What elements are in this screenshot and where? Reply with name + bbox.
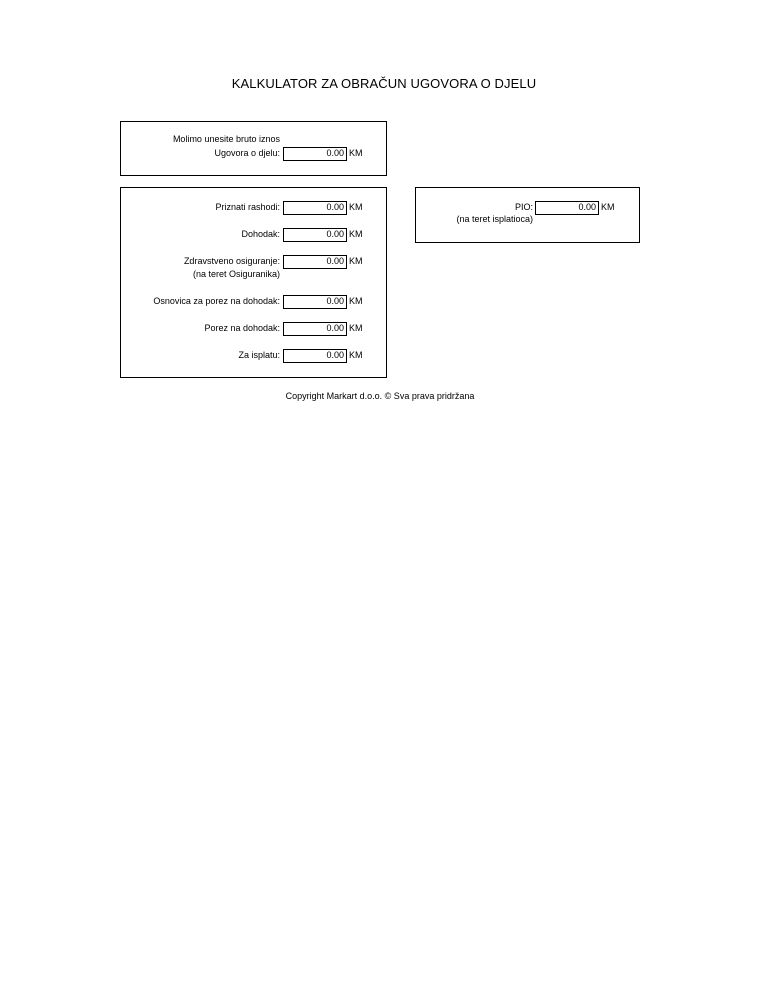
osnovica-label: Osnovica za porez na dohodak: — [153, 296, 280, 306]
zdravstveno-unit: KM — [349, 256, 363, 266]
za-isplatu-unit: KM — [349, 350, 363, 360]
page-title: KALKULATOR ZA OBRAČUN UGOVORA O DJELU — [231, 76, 537, 91]
priznati-rashodi-field: 0.00 — [283, 201, 347, 215]
bruto-unit: KM — [349, 148, 363, 158]
pio-label: PIO: — [514, 202, 533, 212]
priznati-rashodi-label: Priznati rashodi: — [215, 202, 280, 212]
copyright-text: Copyright Markart d.o.o. © Sva prava pridržana — [285, 391, 475, 401]
osnovica-unit: KM — [349, 296, 363, 306]
zdravstveno-field: 0.00 — [283, 255, 347, 269]
porez-label: Porez na dohodak: — [204, 323, 280, 333]
pio-field: 0.00 — [535, 201, 599, 215]
input-prompt-line2: Ugovora o djelu: — [214, 148, 280, 158]
porez-unit: KM — [349, 323, 363, 333]
priznati-rashodi-unit: KM — [349, 202, 363, 212]
dohodak-field: 0.00 — [283, 228, 347, 242]
osnovica-field: 0.00 — [283, 295, 347, 309]
bruto-amount-input[interactable]: 0.00 — [283, 147, 347, 161]
input-prompt-line1: Molimo unesite bruto iznos — [172, 134, 280, 144]
za-isplatu-label: Za isplatu: — [238, 350, 280, 360]
zdravstveno-label: Zdravstveno osiguranje: — [183, 256, 280, 266]
dohodak-unit: KM — [349, 229, 363, 239]
porez-field: 0.00 — [283, 322, 347, 336]
za-isplatu-field: 0.00 — [283, 349, 347, 363]
zdravstveno-sublabel: (na teret Osiguranika) — [192, 269, 280, 279]
pio-sublabel: (na teret isplatioca) — [456, 214, 533, 224]
dohodak-label: Dohodak: — [241, 229, 280, 239]
pio-unit: KM — [601, 202, 615, 212]
